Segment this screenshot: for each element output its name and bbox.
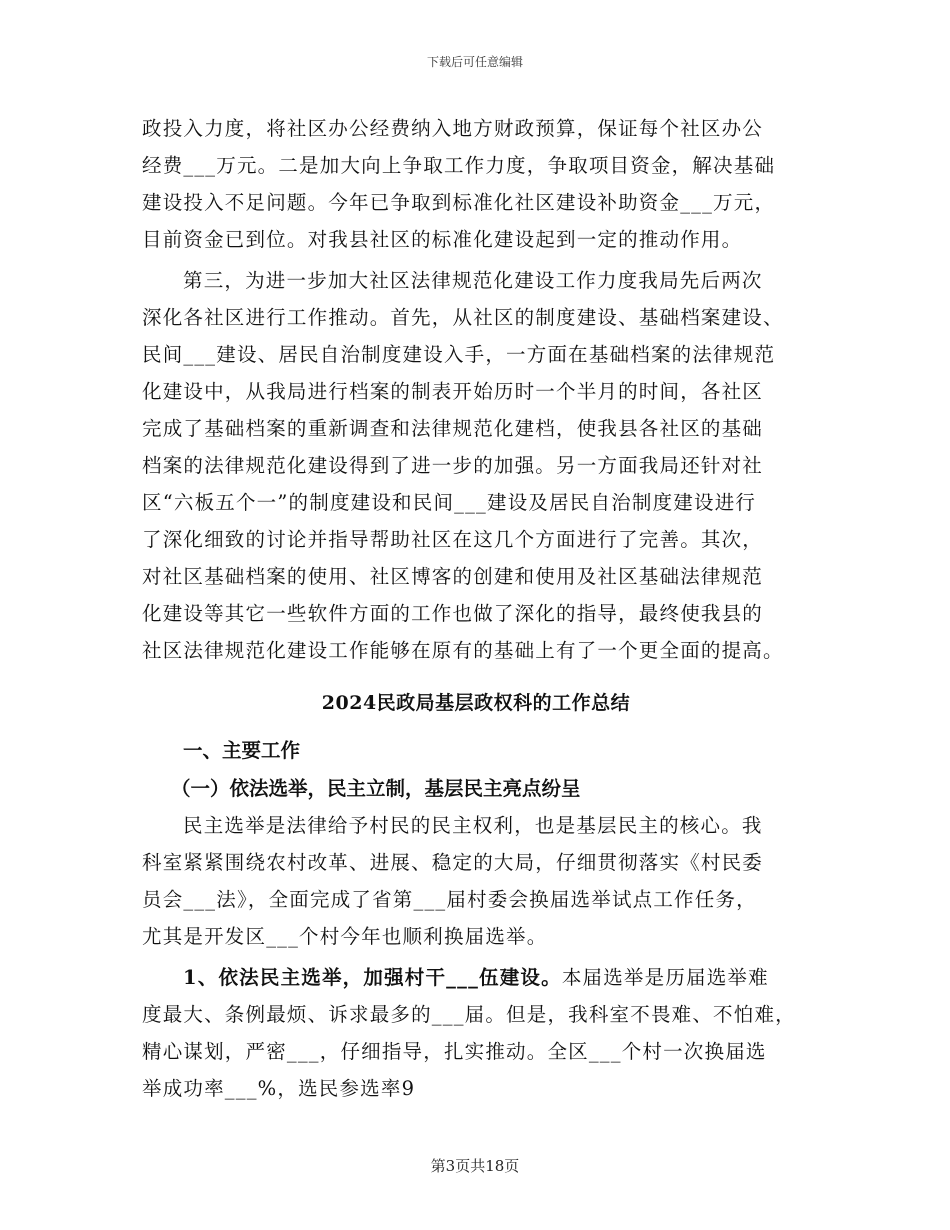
item-lead: 1、依法民主选举，加强村干___伍建设。 [183, 966, 562, 989]
text-line: 社区法律规范化建设工作能够在原有的基础上有了一个更全面的提高。 [142, 639, 784, 662]
text-line: 民间___建设、居民自治制度建设入手，一方面在基础档案的法律规范 [142, 343, 776, 366]
text-line: 民主选举是法律给予村民的民主权利，也是基层民主的核心。我 [183, 814, 763, 837]
text-line: 精心谋划，严密___，仔细指导，扎实推动。全区___个村一次换届选 [142, 1040, 767, 1063]
subsection-heading: （一）依法选举，民主立制，基层民主亮点纷呈 [171, 777, 581, 800]
text-line: 建设投入不足问题。今年已争取到标准化社区建设补助资金___万元， [142, 191, 776, 214]
text-line: 目前资金已到位。对我县社区的标准化建设起到一定的推动作用。 [142, 228, 743, 251]
text-line: 员会___法》，全面完成了省第___届村委会换届选举试点工作任务， [142, 888, 757, 911]
text-line: 度最大、条例最烦、诉求最多的___届。但是，我科室不畏难、不怕难， [142, 1003, 796, 1026]
text-line: 第三，为进一步加大社区法律规范化建设工作力度我局先后两次 [183, 269, 763, 292]
text-line: 尤其是开发区___个村今年也顺利换届选举。 [142, 925, 548, 948]
page-number: 第3页共18页 [430, 1157, 520, 1175]
paragraph-funding [142, 110, 810, 258]
text-line: 了深化细致的讨论并指导帮助社区在这几个方面进行了完善。其次， [142, 528, 764, 551]
item-lead-rest: 本届选举是历届选举难 [561, 966, 769, 989]
text-line: 档案的法律规范化建设得到了进一步的加强。另一方面我局还针对社 [142, 454, 764, 477]
text-line [142, 959, 810, 996]
text-line: 区“六板五个一”的制度建设和民间___建设及居民自治制度建设进行 [142, 491, 757, 514]
paragraph-item-1 [142, 959, 810, 1107]
text-line: 政投入力度，将社区办公经费纳入地方财政预算，保证每个社区办公 [142, 117, 764, 140]
document-body [142, 110, 810, 1107]
text-line: 完成了基础档案的重新调查和法律规范化建档，使我县各社区的基础 [142, 417, 764, 440]
paragraph-election [142, 807, 810, 955]
text-line: 科室紧紧围绕农村改革、进展、稳定的大局，仔细贯彻落实《村民委 [142, 851, 764, 874]
text-line: 化建设等其它一些软件方面的工作也做了深化的指导，最终使我县的 [142, 602, 764, 625]
text-line: 深化各社区进行工作推动。首先，从社区的制度建设、基础档案建设、 [142, 306, 784, 329]
paragraph-third [142, 262, 810, 669]
text-line: 举成功率___%，选民参选率9 [142, 1077, 416, 1100]
document-title: 2024民政局基层政权科的工作总结 [321, 692, 631, 714]
page-header: 下载后可任意编辑 [426, 55, 523, 69]
section-heading: 一、主要工作 [183, 739, 301, 762]
text-line: 化建设中，从我局进行档案的制表开始历时一个半月的时间，各社区 [142, 380, 764, 403]
text-line: 对社区基础档案的使用、社区博客的创建和使用及社区基础法律规范 [142, 565, 764, 588]
text-line: 经费___万元。二是加大向上争取工作力度，争取项目资金，解决基础 [142, 154, 776, 177]
